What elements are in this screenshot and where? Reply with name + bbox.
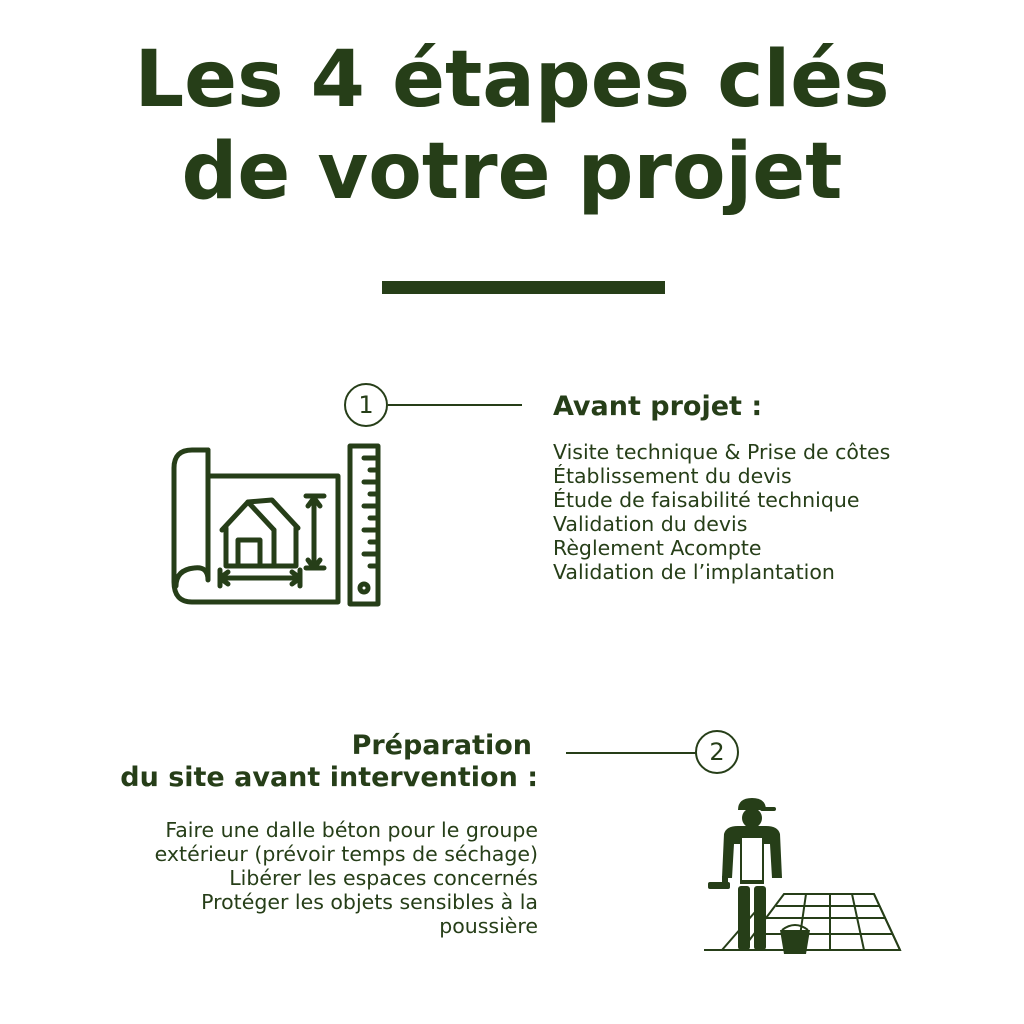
step-1-items — [553, 440, 890, 584]
title-line-2: de votre projet — [181, 127, 843, 217]
list-item: Étude de faisabilité technique — [553, 488, 860, 512]
step-2-number-badge: 2 — [695, 730, 739, 774]
list-item: Règlement Acompte — [553, 536, 762, 560]
page-title — [0, 34, 1024, 218]
list-item: Protéger les objets sensibles à la — [201, 890, 538, 914]
list-item: Validation de l’implantation — [553, 560, 835, 584]
step-2-heading-line-1: Préparation — [351, 730, 532, 761]
step-1-number-badge: 1 — [344, 383, 388, 427]
list-item: Établissement du devis — [553, 464, 792, 488]
step-2-connector-line — [566, 752, 696, 754]
list-item: Libérer les espaces concernés — [229, 866, 538, 890]
step-1-connector-line — [388, 404, 522, 406]
list-item: Faire une dalle béton pour le groupe — [165, 818, 538, 842]
step-2-heading — [120, 730, 538, 794]
list-item: Visite technique & Prise de côtes — [553, 440, 891, 464]
step-1-heading: Avant projet : — [553, 391, 763, 422]
step-2-heading-line-2: du site avant intervention : — [120, 762, 538, 793]
title-divider — [382, 281, 665, 294]
blueprint-house-icon — [168, 442, 384, 610]
title-line-1: Les 4 étapes clés — [134, 35, 890, 125]
list-item: poussière — [439, 914, 538, 938]
list-item: extérieur (prévoir temps de séchage) — [154, 842, 538, 866]
list-item: Validation du devis — [553, 512, 748, 536]
step-2-items — [155, 818, 538, 938]
worker-tiling-icon — [702, 796, 902, 956]
